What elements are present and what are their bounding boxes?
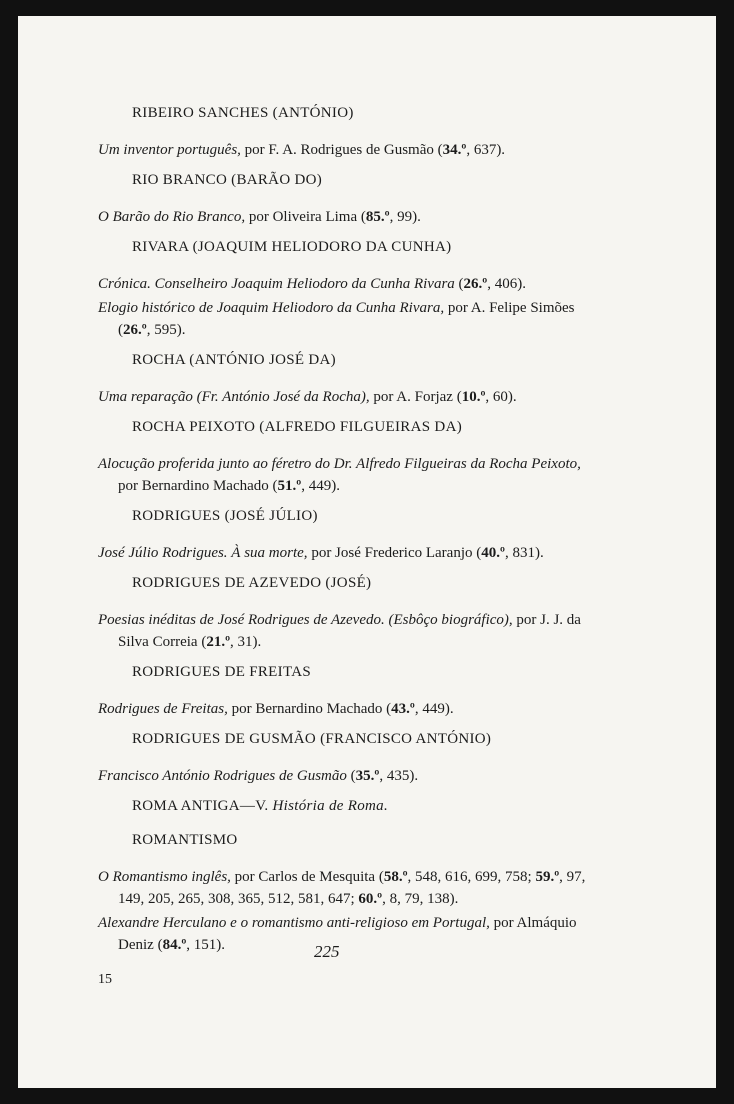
heading-roma-antiga	[132, 795, 598, 817]
entry-title: O Barão do Rio Branco,	[98, 209, 246, 225]
volume-number: 85.º	[365, 209, 390, 225]
entry	[98, 866, 598, 910]
page	[18, 16, 716, 1088]
entry	[98, 912, 598, 956]
entry-author: (	[454, 276, 464, 292]
entry-title: Um inventor português,	[98, 142, 241, 158]
entry-author: por Almáquio Deniz (	[118, 915, 577, 953]
page-ref: , 449).	[414, 701, 454, 717]
heading-rio-branco: RIO BRANCO (BARÃO DO)	[132, 172, 323, 188]
entry	[98, 698, 598, 720]
entry-title: José Júlio Rodrigues. À sua morte,	[98, 545, 308, 561]
entry-title: Elogio histórico de Joaquim Heliodoro da Cunha Rivara,	[98, 300, 445, 316]
volume-number: 84.º	[162, 937, 187, 953]
page-ref: , 406).	[487, 276, 526, 292]
page-ref: , 435).	[379, 768, 419, 784]
entry-author: por José Frederico Laranjo (	[307, 545, 482, 561]
entry-title: Francisco António Rodrigues de Gusmão	[98, 768, 347, 784]
page-number: 225	[314, 942, 340, 961]
entry-title: Uma reparação (Fr. António José da Rocha),	[98, 389, 370, 405]
entry-title: Crónica. Conselheiro Joaquim Heliodoro da Cunha Rivara	[98, 276, 455, 292]
entry	[98, 206, 598, 228]
page-ref: , 637).	[466, 142, 506, 158]
page-ref: , 151).	[186, 937, 226, 953]
entry-title: Rodrigues de Freitas,	[98, 701, 228, 717]
page-ref: , 99).	[389, 209, 421, 225]
volume-number: 51.º	[277, 478, 302, 494]
volume-number: 26.º	[463, 276, 488, 292]
entry	[98, 765, 598, 787]
volume-number: 10.º	[461, 389, 486, 405]
heading-rocha-peixoto: ROCHA PEIXOTO (ALFREDO FILGUEIRAS DA)	[132, 419, 462, 435]
entry	[98, 386, 598, 408]
heading-rodrigues: RODRIGUES (JOSÉ JÚLIO)	[132, 508, 318, 524]
heading-rodrigues-de-gusmao: RODRIGUES DE GUSMÃO (FRANCISCO ANTÓNIO)	[132, 731, 492, 747]
volume-number: 21.º	[206, 634, 231, 650]
page-ref: , 595).	[146, 322, 186, 338]
entry	[98, 273, 598, 295]
page-ref: , 548, 616, 699, 758;	[407, 869, 536, 885]
index-content	[98, 102, 598, 970]
entry	[98, 542, 598, 564]
entry-author: por Bernardino Machado (	[118, 478, 278, 494]
entry	[98, 139, 598, 161]
entry-title: O Romantismo inglês,	[98, 869, 231, 885]
volume-number: 43.º	[391, 701, 415, 717]
heading-rivara: RIVARA (JOAQUIM HELIODORO DA CUNHA)	[132, 239, 452, 255]
page-ref: , 97, 149, 205, 265, 308, 365, 512, 581, 647;	[118, 869, 586, 907]
page-ref: , 831).	[504, 545, 544, 561]
volume-number: 34.º	[442, 142, 467, 158]
entry	[98, 297, 598, 341]
entry-author: por A. Forjaz (	[369, 389, 462, 405]
volume-number: 40.º	[481, 545, 505, 561]
entry	[98, 453, 598, 497]
entry-author: por J. J. da Silva Correia (	[118, 612, 581, 650]
entry-author: por Oliveira Lima (	[245, 209, 366, 225]
volume-number: 60.º	[358, 891, 383, 907]
entry-author: por Carlos de Mesquita (	[230, 869, 384, 885]
volume-number: 58.º	[383, 869, 408, 885]
entry-author: (	[346, 768, 356, 784]
heading-rodrigues-de-azevedo: RODRIGUES DE AZEVEDO (JOSÉ)	[132, 575, 372, 591]
volume-number: 35.º	[355, 768, 380, 784]
page-ref: , 60).	[485, 389, 517, 405]
heading-rocha: ROCHA (ANTÓNIO JOSÉ DA)	[132, 352, 336, 368]
volume-number: 26.º	[123, 322, 147, 338]
page-ref: , 8, 79, 138).	[382, 891, 459, 907]
heading-romantismo: ROMANTISMO	[132, 832, 238, 848]
roma-cross-reference: História de Roma.	[272, 798, 389, 814]
entry-title: Alexandre Herculano e o romantismo anti-religioso em Portugal,	[98, 915, 490, 931]
entry-title: Poesias inéditas de José Rodrigues de Azevedo. (Esbôço biográfico),	[98, 612, 513, 628]
heading-rodrigues-de-freitas: RODRIGUES DE FREITAS	[132, 664, 311, 680]
page-ref: , 31).	[230, 634, 262, 650]
volume-number: 59.º	[535, 869, 560, 885]
signature-mark: 15	[98, 972, 112, 987]
entry-author: por A. Felipe Simões (	[118, 300, 575, 338]
entry	[98, 609, 598, 653]
entry-title: Alocução proferida junto ao féretro do Dr. Alfredo Filgueiras da Rocha Peixoto,	[98, 456, 581, 472]
roma-heading-text: ROMA ANTIGA—V.	[132, 798, 269, 814]
page-ref: , 449).	[301, 478, 340, 494]
heading-ribeiro-sanches: RIBEIRO SANCHES (ANTÓNIO)	[132, 105, 354, 121]
entry-author: por Bernardino Machado (	[227, 701, 392, 717]
entry-author: por F. A. Rodrigues de Gusmão (	[240, 142, 443, 158]
